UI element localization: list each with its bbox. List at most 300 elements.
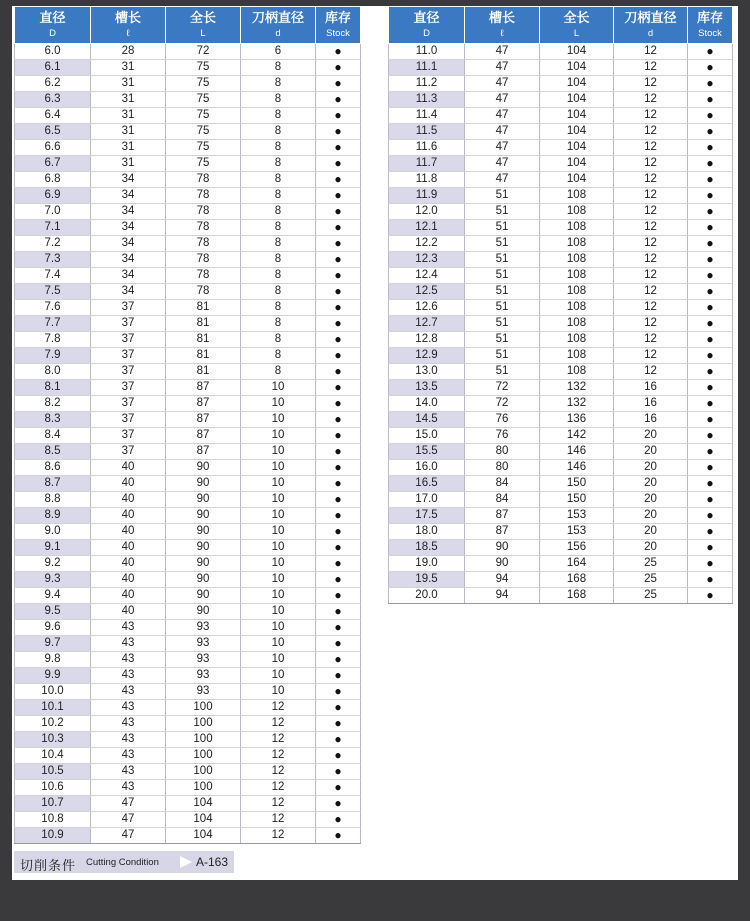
diameter-cell: 9.6 [15,620,91,636]
diameter-cell: 15.5 [389,444,465,460]
table-row [15,700,361,716]
shank-diameter-cell: 8 [241,268,316,284]
shank-diameter-cell: 16 [614,412,688,428]
diameter-cell: 9.3 [15,572,91,588]
overall-length-cell: 108 [540,188,614,204]
flute-length-cell: 37 [91,428,166,444]
diameter-cell: 15.0 [389,428,465,444]
diameter-cell: 11.3 [389,92,465,108]
diameter-cell: 10.8 [15,812,91,828]
stock-dot-icon: ● [316,620,361,636]
overall-length-cell: 78 [166,268,241,284]
overall-length-cell: 108 [540,252,614,268]
header-shank-diameter: 刀柄直径 d [614,7,688,44]
flute-length-cell: 31 [91,156,166,172]
table-row [15,508,361,524]
stock-dot-icon: ● [316,476,361,492]
overall-length-cell: 87 [166,396,241,412]
diameter-cell: 6.3 [15,92,91,108]
flute-length-cell: 47 [465,124,540,140]
shank-diameter-cell: 8 [241,332,316,348]
diameter-cell: 8.2 [15,396,91,412]
diameter-cell: 18.0 [389,524,465,540]
overall-length-cell: 81 [166,332,241,348]
spec-sheet [12,6,738,880]
overall-length-cell: 108 [540,220,614,236]
flute-length-cell: 43 [91,732,166,748]
table-row [15,684,361,700]
flute-length-cell: 90 [465,540,540,556]
stock-dot-icon: ● [316,300,361,316]
overall-length-cell: 78 [166,172,241,188]
shank-diameter-cell: 10 [241,476,316,492]
flute-length-cell: 34 [91,204,166,220]
shank-diameter-cell: 20 [614,492,688,508]
shank-diameter-cell: 12 [241,780,316,796]
diameter-cell: 7.3 [15,252,91,268]
header-flute-length: 槽长 ℓ [465,7,540,44]
stock-dot-icon: ● [316,76,361,92]
table-row [15,140,361,156]
diameter-cell: 8.5 [15,444,91,460]
diameter-cell: 10.7 [15,796,91,812]
diameter-cell: 7.5 [15,284,91,300]
flute-length-cell: 34 [91,284,166,300]
stock-dot-icon: ● [688,156,733,172]
stock-dot-icon: ● [316,252,361,268]
stock-dot-icon: ● [316,348,361,364]
stock-dot-icon: ● [688,92,733,108]
overall-length-cell: 108 [540,332,614,348]
table-row [15,764,361,780]
flute-length-cell: 47 [465,140,540,156]
diameter-cell: 11.4 [389,108,465,124]
diameter-cell: 11.0 [389,44,465,60]
flute-length-cell: 51 [465,364,540,380]
overall-length-cell: 90 [166,524,241,540]
diameter-cell: 12.8 [389,332,465,348]
shank-diameter-cell: 10 [241,620,316,636]
stock-dot-icon: ● [316,828,361,844]
overall-length-cell: 90 [166,492,241,508]
cutting-condition-link[interactable] [14,851,234,873]
table-row [15,812,361,828]
stock-dot-icon: ● [316,748,361,764]
overall-length-cell: 81 [166,364,241,380]
stock-dot-icon: ● [316,60,361,76]
flute-length-cell: 51 [465,300,540,316]
overall-length-cell: 90 [166,556,241,572]
table-row [15,668,361,684]
shank-diameter-cell: 16 [614,396,688,412]
overall-length-cell: 104 [540,140,614,156]
table-row [15,716,361,732]
shank-diameter-cell: 12 [614,156,688,172]
flute-length-cell: 87 [465,524,540,540]
table-row [15,220,361,236]
stock-dot-icon: ● [316,492,361,508]
flute-length-cell: 87 [465,508,540,524]
overall-length-cell: 168 [540,572,614,588]
stock-dot-icon: ● [316,796,361,812]
table-row [389,124,733,140]
stock-dot-icon: ● [316,92,361,108]
flute-length-cell: 37 [91,380,166,396]
diameter-cell: 9.5 [15,604,91,620]
table-row [389,380,733,396]
stock-dot-icon: ● [688,220,733,236]
flute-length-cell: 34 [91,268,166,284]
table-row [389,428,733,444]
shank-diameter-cell: 6 [241,44,316,60]
flute-length-cell: 43 [91,700,166,716]
table-row [389,476,733,492]
stock-dot-icon: ● [316,540,361,556]
table-row [389,108,733,124]
table-row [15,188,361,204]
shank-diameter-cell: 12 [241,812,316,828]
overall-length-cell: 108 [540,364,614,380]
overall-length-cell: 72 [166,44,241,60]
shank-diameter-cell: 10 [241,556,316,572]
overall-length-cell: 146 [540,444,614,460]
overall-length-cell: 75 [166,108,241,124]
diameter-cell: 11.8 [389,172,465,188]
stock-dot-icon: ● [316,652,361,668]
shank-diameter-cell: 25 [614,556,688,572]
stock-dot-icon: ● [316,172,361,188]
shank-diameter-cell: 12 [614,252,688,268]
diameter-cell: 9.8 [15,652,91,668]
shank-diameter-cell: 12 [241,828,316,844]
flute-length-cell: 31 [91,92,166,108]
diameter-cell: 6.8 [15,172,91,188]
overall-length-cell: 104 [166,812,241,828]
overall-length-cell: 75 [166,140,241,156]
table-row [15,364,361,380]
diameter-cell: 12.4 [389,268,465,284]
shank-diameter-cell: 8 [241,172,316,188]
table-row [15,380,361,396]
diameter-cell: 8.0 [15,364,91,380]
flute-length-cell: 43 [91,620,166,636]
shank-diameter-cell: 8 [241,140,316,156]
overall-length-cell: 104 [540,44,614,60]
flute-length-cell: 72 [465,380,540,396]
stock-dot-icon: ● [688,540,733,556]
diameter-cell: 11.6 [389,140,465,156]
shank-diameter-cell: 12 [241,748,316,764]
table-row [389,204,733,220]
stock-dot-icon: ● [688,60,733,76]
stock-dot-icon: ● [316,220,361,236]
diameter-cell: 6.0 [15,44,91,60]
flute-length-cell: 34 [91,236,166,252]
table-row [15,268,361,284]
overall-length-cell: 108 [540,236,614,252]
flute-length-cell: 94 [465,588,540,604]
flute-length-cell: 40 [91,540,166,556]
table-header-row [15,7,361,44]
table-row [15,92,361,108]
stock-dot-icon: ● [316,668,361,684]
flute-length-cell: 37 [91,348,166,364]
diameter-cell: 12.0 [389,204,465,220]
table-row [15,44,361,60]
overall-length-cell: 90 [166,540,241,556]
stock-dot-icon: ● [688,428,733,444]
overall-length-cell: 104 [540,60,614,76]
stock-dot-icon: ● [316,732,361,748]
shank-diameter-cell: 10 [241,508,316,524]
overall-length-cell: 75 [166,124,241,140]
stock-dot-icon: ● [316,124,361,140]
shank-diameter-cell: 20 [614,476,688,492]
stock-dot-icon: ● [316,316,361,332]
shank-diameter-cell: 12 [614,204,688,220]
table-row [15,396,361,412]
shank-diameter-cell: 16 [614,380,688,396]
shank-diameter-cell: 10 [241,380,316,396]
stock-dot-icon: ● [688,460,733,476]
flute-length-cell: 72 [465,396,540,412]
flute-length-cell: 51 [465,316,540,332]
table-row [389,188,733,204]
shank-diameter-cell: 8 [241,124,316,140]
table-row [389,460,733,476]
diameter-cell: 20.0 [389,588,465,604]
table-row [389,140,733,156]
diameter-cell: 11.1 [389,60,465,76]
table-row [389,60,733,76]
flute-length-cell: 51 [465,332,540,348]
diameter-cell: 7.9 [15,348,91,364]
flute-length-cell: 28 [91,44,166,60]
shank-diameter-cell: 12 [614,76,688,92]
shank-diameter-cell: 10 [241,524,316,540]
flute-length-cell: 34 [91,220,166,236]
stock-dot-icon: ● [688,444,733,460]
table-header-row [389,7,733,44]
shank-diameter-cell: 12 [614,348,688,364]
diameter-cell: 6.5 [15,124,91,140]
stock-dot-icon: ● [316,700,361,716]
overall-length-cell: 108 [540,284,614,300]
shank-diameter-cell: 8 [241,348,316,364]
overall-length-cell: 90 [166,588,241,604]
overall-length-cell: 93 [166,652,241,668]
table-row [389,44,733,60]
overall-length-cell: 108 [540,348,614,364]
diameter-cell: 12.5 [389,284,465,300]
stock-dot-icon: ● [688,204,733,220]
shank-diameter-cell: 10 [241,652,316,668]
shank-diameter-cell: 12 [614,108,688,124]
flute-length-cell: 47 [465,60,540,76]
diameter-cell: 14.0 [389,396,465,412]
stock-dot-icon: ● [316,364,361,380]
stock-dot-icon: ● [688,300,733,316]
diameter-cell: 13.5 [389,380,465,396]
shank-diameter-cell: 8 [241,156,316,172]
diameter-cell: 11.2 [389,76,465,92]
stock-dot-icon: ● [688,44,733,60]
flute-length-cell: 47 [465,156,540,172]
stock-dot-icon: ● [316,716,361,732]
shank-diameter-cell: 12 [614,268,688,284]
overall-length-cell: 78 [166,284,241,300]
flute-length-cell: 43 [91,764,166,780]
flute-length-cell: 34 [91,188,166,204]
shank-diameter-cell: 12 [614,124,688,140]
stock-dot-icon: ● [688,172,733,188]
table-row [389,252,733,268]
overall-length-cell: 104 [540,76,614,92]
flute-length-cell: 37 [91,316,166,332]
table-row [389,364,733,380]
table-row [15,604,361,620]
overall-length-cell: 104 [540,108,614,124]
shank-diameter-cell: 8 [241,284,316,300]
overall-length-cell: 168 [540,588,614,604]
shank-diameter-cell: 10 [241,396,316,412]
diameter-cell: 7.1 [15,220,91,236]
overall-length-cell: 108 [540,204,614,220]
diameter-cell: 10.4 [15,748,91,764]
shank-diameter-cell: 8 [241,108,316,124]
shank-diameter-cell: 20 [614,460,688,476]
shank-diameter-cell: 12 [614,284,688,300]
stock-dot-icon: ● [316,812,361,828]
cutting-condition-label-en: Cutting Condition [86,857,159,868]
table-row [389,412,733,428]
diameter-cell: 19.5 [389,572,465,588]
diameter-cell: 10.6 [15,780,91,796]
shank-diameter-cell: 12 [241,700,316,716]
diameter-cell: 9.7 [15,636,91,652]
shank-diameter-cell: 12 [614,188,688,204]
overall-length-cell: 104 [166,796,241,812]
flute-length-cell: 47 [465,76,540,92]
header-flute-length: 槽长 ℓ [91,7,166,44]
table-row [15,172,361,188]
shank-diameter-cell: 12 [241,764,316,780]
shank-diameter-cell: 8 [241,76,316,92]
table-row [15,252,361,268]
table-row [15,796,361,812]
stock-dot-icon: ● [316,428,361,444]
flute-length-cell: 84 [465,492,540,508]
overall-length-cell: 90 [166,604,241,620]
table-row [389,92,733,108]
shank-diameter-cell: 12 [614,300,688,316]
shank-diameter-cell: 10 [241,444,316,460]
table-row [15,332,361,348]
diameter-cell: 18.5 [389,540,465,556]
shank-diameter-cell: 8 [241,204,316,220]
stock-dot-icon: ● [688,508,733,524]
table-row [389,540,733,556]
overall-length-cell: 104 [166,828,241,844]
overall-length-cell: 100 [166,748,241,764]
diameter-cell: 10.9 [15,828,91,844]
stock-dot-icon: ● [316,204,361,220]
stock-dot-icon: ● [316,284,361,300]
table-row [15,300,361,316]
flute-length-cell: 43 [91,780,166,796]
shank-diameter-cell: 12 [614,332,688,348]
diameter-cell: 11.7 [389,156,465,172]
stock-dot-icon: ● [688,396,733,412]
diameter-cell: 16.5 [389,476,465,492]
overall-length-cell: 164 [540,556,614,572]
flute-length-cell: 51 [465,188,540,204]
stock-dot-icon: ● [316,108,361,124]
table-row [15,620,361,636]
overall-length-cell: 108 [540,316,614,332]
shank-diameter-cell: 8 [241,188,316,204]
shank-diameter-cell: 12 [241,796,316,812]
table-row [15,284,361,300]
diameter-cell: 9.2 [15,556,91,572]
stock-dot-icon: ● [316,780,361,796]
flute-length-cell: 34 [91,172,166,188]
diameter-cell: 7.8 [15,332,91,348]
table-row [389,492,733,508]
table-row [389,524,733,540]
overall-length-cell: 132 [540,380,614,396]
overall-length-cell: 78 [166,220,241,236]
flute-length-cell: 40 [91,524,166,540]
page-reference: A-163 [196,855,229,869]
shank-diameter-cell: 12 [614,316,688,332]
diameter-cell: 19.0 [389,556,465,572]
header-stock: 库存 Stock [316,7,361,44]
flute-length-cell: 37 [91,444,166,460]
diameter-cell: 9.4 [15,588,91,604]
flute-length-cell: 31 [91,140,166,156]
stock-dot-icon: ● [316,684,361,700]
flute-length-cell: 43 [91,684,166,700]
table-row [15,412,361,428]
shank-diameter-cell: 25 [614,588,688,604]
flute-length-cell: 40 [91,556,166,572]
overall-length-cell: 108 [540,268,614,284]
diameter-cell: 17.5 [389,508,465,524]
diameter-cell: 12.2 [389,236,465,252]
table-row [15,652,361,668]
flute-length-cell: 31 [91,124,166,140]
flute-length-cell: 40 [91,476,166,492]
shank-diameter-cell: 8 [241,316,316,332]
overall-length-cell: 136 [540,412,614,428]
table-row [15,444,361,460]
flute-length-cell: 40 [91,460,166,476]
drill-spec-table-right [388,6,733,604]
stock-dot-icon: ● [316,44,361,60]
flute-length-cell: 37 [91,332,166,348]
stock-dot-icon: ● [316,508,361,524]
shank-diameter-cell: 10 [241,492,316,508]
stock-dot-icon: ● [316,236,361,252]
shank-diameter-cell: 10 [241,636,316,652]
shank-diameter-cell: 8 [241,60,316,76]
table-row [15,428,361,444]
diameter-cell: 7.6 [15,300,91,316]
flute-length-cell: 47 [91,796,166,812]
shank-diameter-cell: 12 [614,236,688,252]
diameter-cell: 8.1 [15,380,91,396]
